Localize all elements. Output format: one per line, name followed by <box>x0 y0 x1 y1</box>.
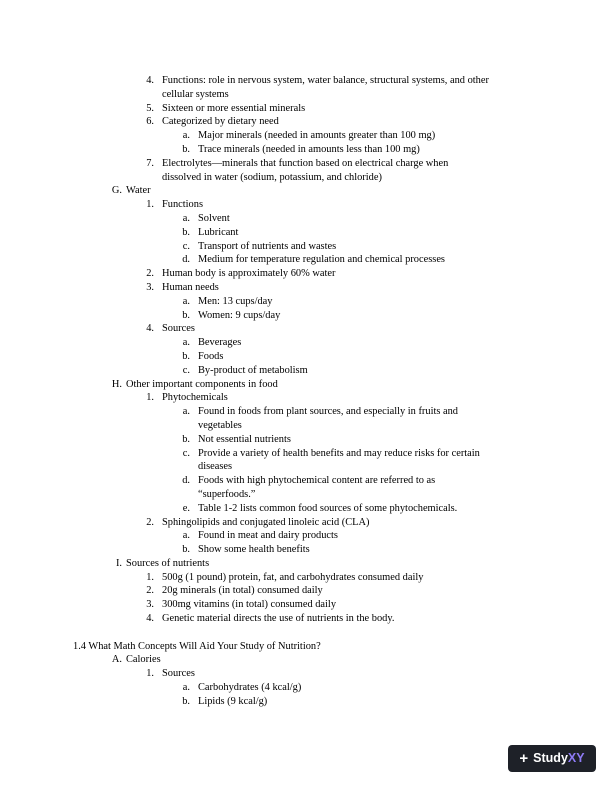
section-heading <box>0 640 612 654</box>
item-marker: 3. <box>146 599 154 611</box>
item-marker: H. <box>111 378 122 390</box>
outline-item <box>0 171 612 185</box>
item-text: Beverages <box>198 337 242 349</box>
item-marker: e. <box>182 502 190 514</box>
outline-item <box>0 157 612 171</box>
item-marker: d. <box>182 254 190 266</box>
item-text: Medium for temperature regulation and chemical processes <box>198 254 445 266</box>
outline-item <box>0 102 612 116</box>
outline-item <box>0 419 612 433</box>
outline-item <box>0 212 612 226</box>
item-text: Show some health benefits <box>198 544 310 556</box>
item-marker: d. <box>182 475 190 487</box>
outline-item <box>0 460 612 474</box>
item-text: Solvent <box>198 212 230 224</box>
item-marker: 7. <box>146 157 154 169</box>
item-text: Table 1-2 lists common food sources of some phytochemicals. <box>198 502 458 514</box>
item-text: cellular systems <box>162 88 229 100</box>
outline-item <box>0 226 612 240</box>
item-text: Carbohydrates (4 kcal/g) <box>198 682 302 694</box>
item-text: Women: 9 cups/day <box>198 309 281 321</box>
blank-line <box>0 626 612 640</box>
item-marker: 1. <box>146 199 154 211</box>
item-marker: 4. <box>146 323 154 335</box>
item-text: Functions: role in nervous system, water balance, structural systems, and other <box>162 75 489 86</box>
item-text: 500g (1 pound) protein, fat, and carbohydrates consumed daily <box>162 571 424 583</box>
item-marker: 5. <box>146 102 154 114</box>
item-text: Found in meat and dairy products <box>198 530 338 542</box>
item-text: dissolved in water (sodium, potassium, and chloride) <box>162 171 382 183</box>
outline-item <box>0 447 612 461</box>
item-text: Provide a variety of health benefits and may reduce risks for certain <box>198 447 480 459</box>
outline-item <box>0 681 612 695</box>
item-marker: c. <box>182 364 190 376</box>
item-text: Trace minerals (needed in amounts less than 100 mg) <box>198 143 420 155</box>
item-text: Not essential nutrients <box>198 433 291 445</box>
outline-item <box>0 115 612 129</box>
item-text: By-product of metabolism <box>198 364 308 376</box>
item-text: 300mg vitamins (in total) consumed daily <box>162 599 337 611</box>
item-marker: I. <box>115 557 122 569</box>
outline-item <box>0 695 612 709</box>
item-marker: c. <box>182 240 190 252</box>
item-text: Foods with high phytochemical content are referred to as <box>198 475 436 487</box>
item-text: Human needs <box>162 281 219 293</box>
outline-item <box>0 378 612 392</box>
outline-item <box>0 433 612 447</box>
outline-item <box>0 612 612 626</box>
outline-item <box>0 598 612 612</box>
plus-icon: + <box>519 750 529 767</box>
item-text: Sources <box>162 668 195 680</box>
outline-item <box>0 350 612 364</box>
item-text: Sphingolipids and conjugated linoleic acid (CLA) <box>162 516 370 528</box>
item-marker: a. <box>182 337 190 349</box>
item-text: Sources <box>162 323 195 335</box>
outline-item <box>0 474 612 488</box>
item-marker: 6. <box>146 116 154 128</box>
outline-item <box>0 584 612 598</box>
item-text: Men: 13 cups/day <box>198 295 273 307</box>
outline-item <box>0 281 612 295</box>
outline-item <box>0 198 612 212</box>
item-marker: b. <box>182 350 190 362</box>
item-text: Calories <box>126 654 161 666</box>
item-marker: 2. <box>146 516 154 528</box>
outline-item <box>0 391 612 405</box>
item-text: Lipids (9 kcal/g) <box>198 695 268 707</box>
item-text: 1.4 What Math Concepts Will Aid Your Study of Nutrition? <box>73 640 321 652</box>
outline-item <box>0 322 612 336</box>
outline-item <box>0 240 612 254</box>
item-marker: b. <box>182 309 190 321</box>
item-text: 20g minerals (in total) consumed daily <box>162 585 323 597</box>
outline-item <box>0 405 612 419</box>
brand-main: Study <box>533 750 568 765</box>
item-marker: a. <box>182 530 190 542</box>
brand-accent: XY <box>567 750 585 765</box>
item-text: Major minerals (needed in amounts greater than 100 mg) <box>198 130 436 142</box>
outline-item <box>0 516 612 530</box>
document-outline <box>0 74 612 709</box>
outline-item <box>0 309 612 323</box>
item-marker: a. <box>182 682 190 694</box>
outline-item <box>0 502 612 516</box>
item-marker: 3. <box>146 281 154 293</box>
item-marker: 1. <box>146 392 154 404</box>
item-marker: b. <box>182 433 190 445</box>
item-marker: 1. <box>146 668 154 680</box>
outline-item <box>0 543 612 557</box>
item-text: Other important components in food <box>126 378 278 390</box>
outline-item <box>0 184 612 198</box>
item-text: Lubricant <box>198 226 239 238</box>
outline-item <box>0 557 612 571</box>
item-text: Sixteen or more essential minerals <box>162 102 306 114</box>
item-text: vegetables <box>198 419 242 431</box>
outline-item <box>0 488 612 502</box>
item-marker: 4. <box>146 75 154 86</box>
outline-item <box>0 571 612 585</box>
item-marker: 1. <box>146 571 154 583</box>
outline-item <box>0 667 612 681</box>
item-marker: b. <box>182 695 190 707</box>
item-marker: a. <box>182 130 190 142</box>
item-text: Human body is approximately 60% water <box>162 268 336 280</box>
item-text: Categorized by dietary need <box>162 116 279 128</box>
item-marker: a. <box>182 406 190 418</box>
outline-item <box>0 88 612 102</box>
outline-item <box>0 253 612 267</box>
item-marker: 2. <box>146 268 154 280</box>
item-marker: 4. <box>146 613 154 625</box>
outline-item <box>0 529 612 543</box>
item-marker: a. <box>182 295 190 307</box>
item-text: Electrolytes—minerals that function based on electrical charge when <box>162 157 449 169</box>
item-text: Transport of nutrients and wastes <box>198 240 337 252</box>
item-marker: c. <box>182 447 190 459</box>
item-text: Water <box>126 185 151 197</box>
item-text: Found in foods from plant sources, and especially in fruits and <box>198 406 459 418</box>
outline-item <box>0 336 612 350</box>
outline-item <box>0 129 612 143</box>
item-text: Phytochemicals <box>162 392 228 404</box>
item-text: Foods <box>198 350 224 362</box>
outline-item <box>0 143 612 157</box>
item-text: “superfoods.” <box>198 488 256 500</box>
outline-item <box>0 364 612 378</box>
item-text: Genetic material directs the use of nutrients in the body. <box>162 613 395 625</box>
item-marker: b. <box>182 226 190 238</box>
outline-item <box>0 267 612 281</box>
item-marker: G. <box>111 185 122 197</box>
item-marker: b. <box>182 544 190 556</box>
item-text: diseases <box>198 461 233 473</box>
studyxy-badge[interactable] <box>508 745 596 772</box>
item-marker: a. <box>182 212 190 224</box>
item-marker: A. <box>111 654 122 666</box>
outline-item <box>0 74 612 88</box>
item-marker: 2. <box>146 585 154 597</box>
item-text: Sources of nutrients <box>126 557 210 569</box>
item-marker: b. <box>182 143 190 155</box>
outline-item <box>0 295 612 309</box>
item-text: Functions <box>162 199 203 211</box>
outline-item <box>0 653 612 667</box>
